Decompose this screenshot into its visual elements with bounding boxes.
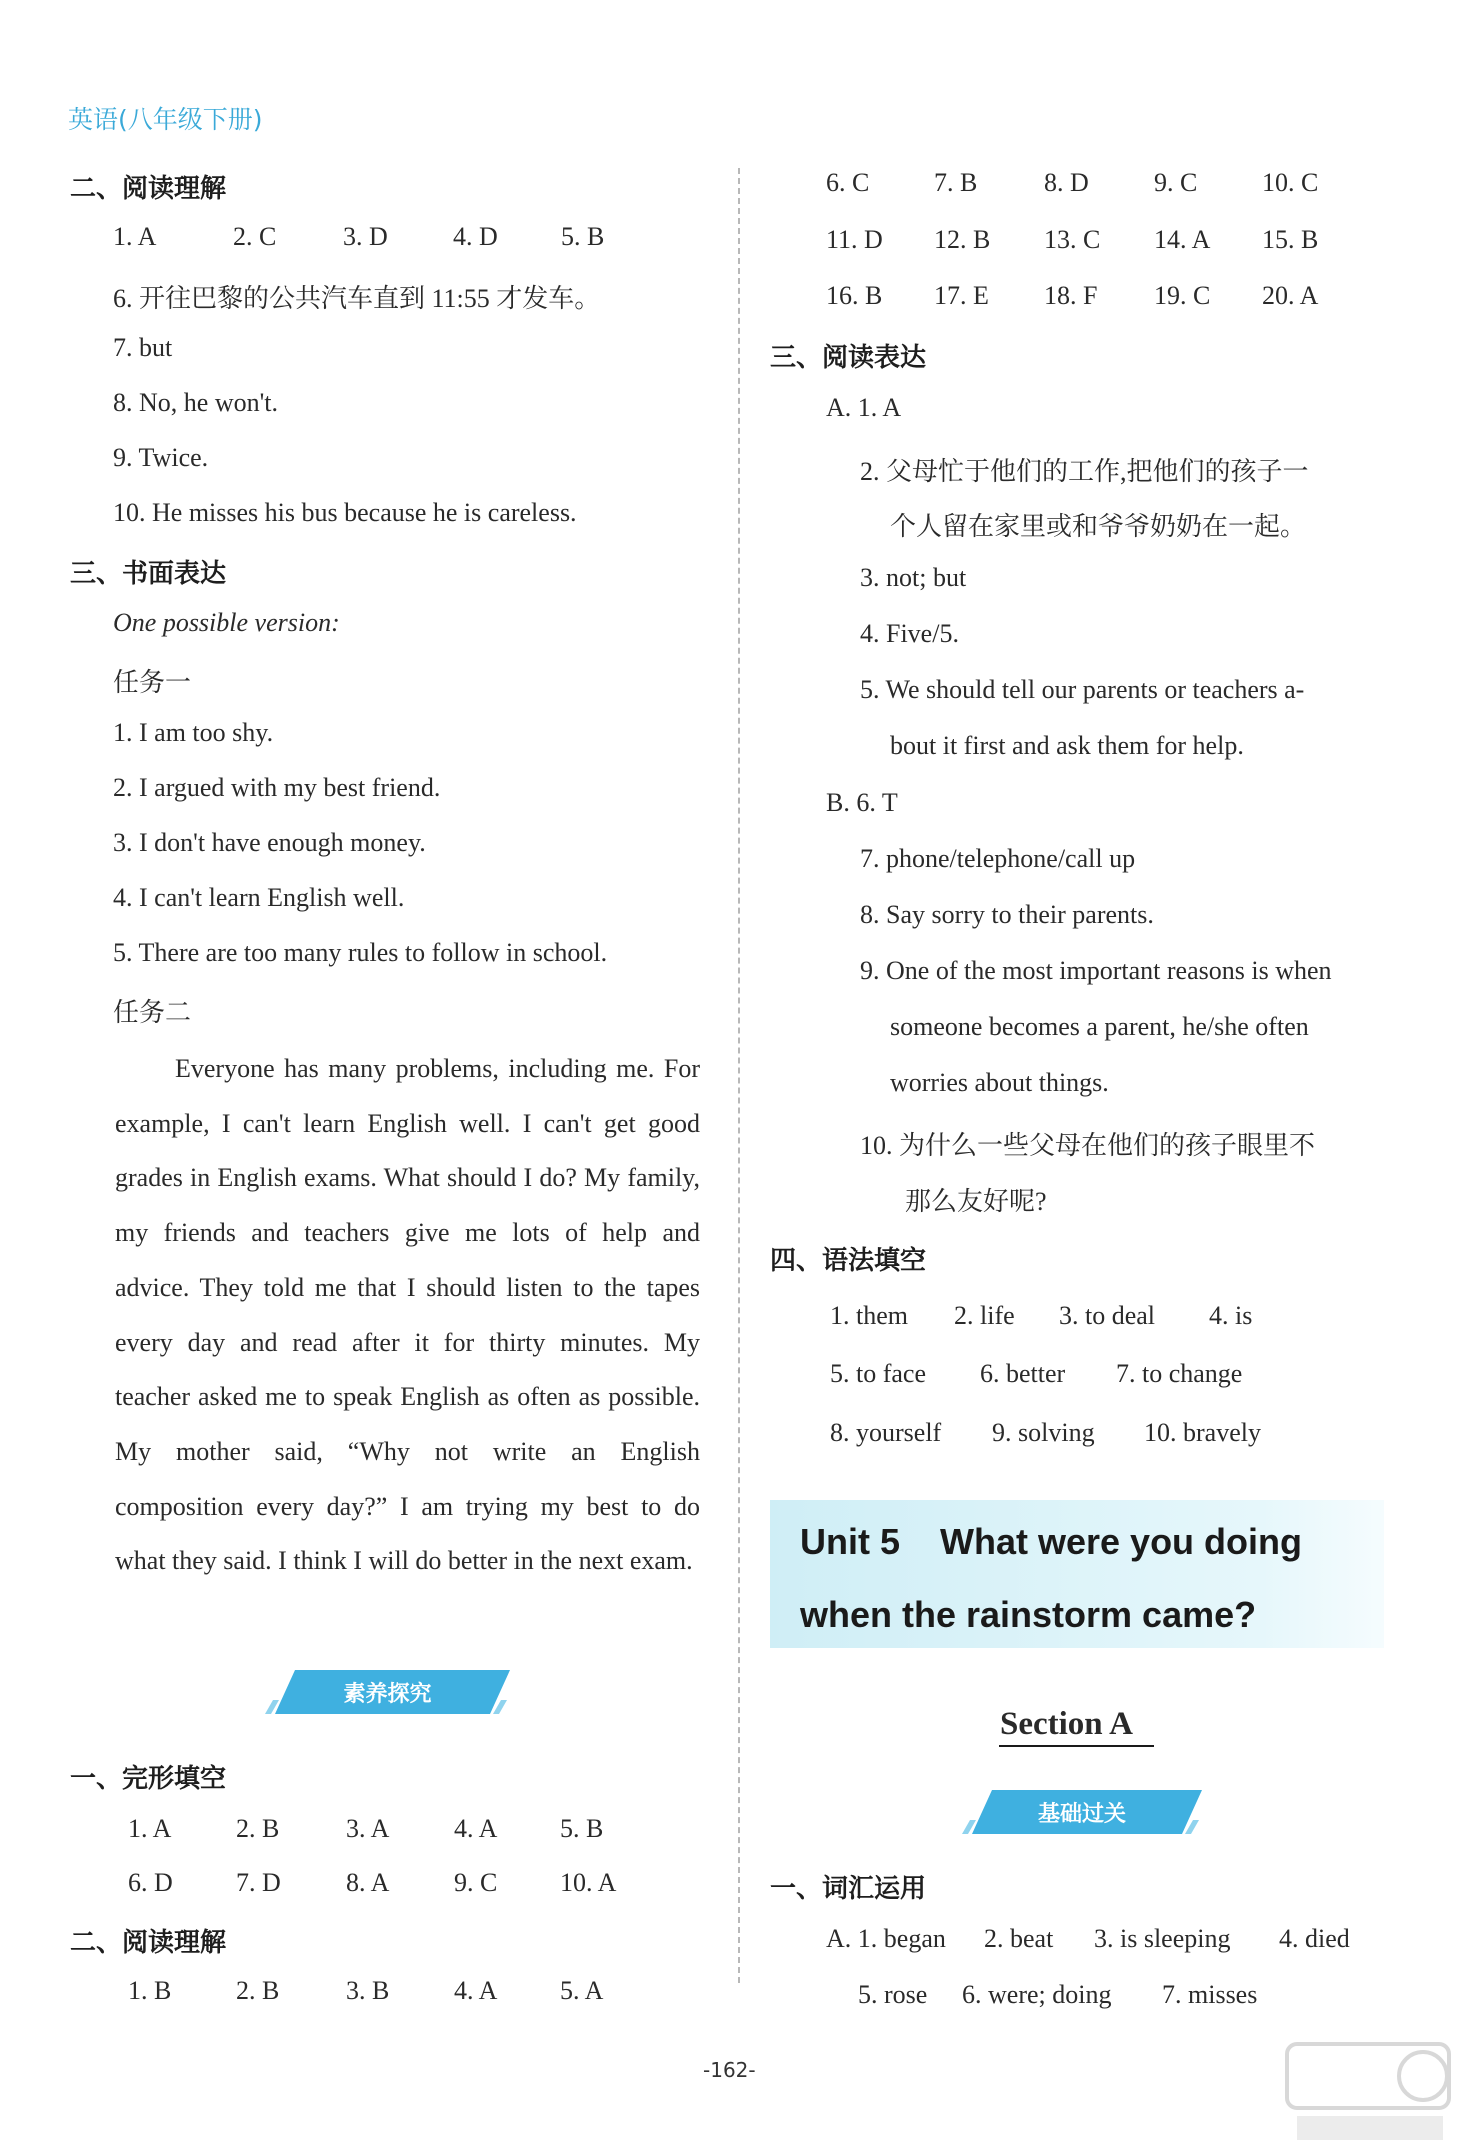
answer-item: 3. A bbox=[346, 1814, 390, 1843]
watermark-logo bbox=[1283, 2030, 1453, 2148]
answer-item: 3. is sleeping bbox=[1094, 1924, 1231, 1953]
task-one-label: 任务一 bbox=[113, 668, 192, 697]
answer-item: 3. B bbox=[346, 1976, 390, 2005]
answer-item: 15. B bbox=[1262, 225, 1319, 254]
book-header: 英语(八年级下册) bbox=[68, 105, 263, 134]
answer-line: 7. phone/telephone/call up bbox=[860, 844, 1136, 873]
answer-item: 6. C bbox=[826, 168, 870, 197]
answer-item: 1. A bbox=[128, 1814, 172, 1843]
answer-item: 5. A bbox=[560, 1976, 604, 2005]
task-item: 4. I can't learn English well. bbox=[113, 883, 405, 912]
answer-row bbox=[830, 1418, 1261, 1448]
answer-line: 10. He misses his bus because he is careless. bbox=[113, 498, 577, 527]
answer-item: 3. to deal bbox=[1059, 1301, 1156, 1330]
answer-item: 4. died bbox=[1279, 1924, 1350, 1953]
answer-item: 13. C bbox=[1044, 225, 1101, 254]
task-item: 1. I am too shy. bbox=[113, 718, 274, 747]
answer-item: 7. B bbox=[934, 168, 978, 197]
answer-row bbox=[128, 1976, 603, 2006]
section-banner bbox=[265, 1670, 510, 1714]
answer-line: someone becomes a parent, he/she often bbox=[890, 1012, 1309, 1041]
answer-row bbox=[826, 1924, 1350, 1954]
answer-line: 9. One of the most important reasons is when bbox=[860, 956, 1332, 985]
answer-item: 1. A bbox=[113, 222, 157, 251]
answer-row bbox=[128, 1868, 616, 1898]
answer-item: 5. to face bbox=[830, 1359, 927, 1388]
answer-line: 个人留在家里或和爷爷奶奶在一起。 bbox=[890, 512, 1307, 541]
answer-row bbox=[826, 168, 1318, 198]
answer-item: 16. B bbox=[826, 281, 883, 310]
answer-item: 7. misses bbox=[1162, 1980, 1258, 2009]
answer-item: 7. to change bbox=[1116, 1359, 1243, 1388]
task-item: 3. I don't have enough money. bbox=[113, 828, 426, 857]
answer-line: B. 6. T bbox=[826, 788, 898, 817]
section-title-reading-expression: 三、阅读表达 bbox=[770, 343, 927, 373]
answer-line: 8. No, he won't. bbox=[113, 388, 279, 417]
banner-label: 素养探究 bbox=[343, 1682, 432, 1707]
section-title-reading-2: 二、阅读理解 bbox=[70, 1928, 227, 1958]
answer-line: 8. Say sorry to their parents. bbox=[860, 900, 1154, 929]
answer-item: 18. F bbox=[1044, 281, 1098, 310]
answer-item: 4. is bbox=[1209, 1301, 1253, 1330]
answer-item: 12. B bbox=[934, 225, 991, 254]
unit-title-line-2: when the rainstorm came? bbox=[800, 1594, 1257, 1635]
answer-row bbox=[826, 281, 1318, 311]
answer-item: 2. B bbox=[236, 1976, 280, 2005]
section-a-underline bbox=[999, 1745, 1154, 1747]
answer-row bbox=[113, 222, 604, 252]
answer-item: 10. A bbox=[560, 1868, 617, 1897]
answer-item: A. 1. began bbox=[826, 1924, 946, 1953]
answer-item: 5. B bbox=[561, 222, 605, 251]
task-item: 5. There are too many rules to follow in school. bbox=[113, 938, 608, 967]
answer-item: 14. A bbox=[1154, 225, 1211, 254]
answer-line: 那么友好呢? bbox=[905, 1187, 1047, 1216]
answer-item: 9. C bbox=[454, 1868, 498, 1897]
answer-item: 7. D bbox=[236, 1868, 281, 1897]
answer-row bbox=[830, 1359, 1242, 1389]
task-two-label: 任务二 bbox=[113, 998, 192, 1027]
section-a-title: Section A bbox=[1000, 1706, 1133, 1742]
answer-item: 4. A bbox=[454, 1814, 498, 1843]
column-divider bbox=[738, 168, 740, 1983]
answer-item: 1. them bbox=[830, 1301, 908, 1330]
answer-item: 2. B bbox=[236, 1814, 280, 1843]
answer-item: 9. C bbox=[1154, 168, 1198, 197]
answer-line: A. 1. A bbox=[826, 393, 902, 422]
unit-title-text: Unit 5 What were you doing bbox=[800, 1521, 1303, 1562]
unit-title-line-1 bbox=[800, 1521, 1302, 1563]
answer-item: 11. D bbox=[826, 225, 883, 254]
answer-item: 6. better bbox=[980, 1359, 1066, 1388]
version-label: One possible version: bbox=[113, 608, 340, 637]
answer-item: 6. D bbox=[128, 1868, 173, 1897]
answer-row bbox=[128, 1814, 603, 1844]
answer-line: 2. 父母忙于他们的工作,把他们的孩子一 bbox=[860, 457, 1309, 486]
answer-line: bout it first and ask them for help. bbox=[890, 731, 1244, 760]
answer-item: 8. A bbox=[346, 1868, 390, 1897]
section-title-grammar: 四、语法填空 bbox=[770, 1246, 927, 1276]
answer-item: 17. E bbox=[934, 281, 989, 310]
answer-row bbox=[858, 1980, 1257, 2010]
section-title-reading-1: 二、阅读理解 bbox=[70, 174, 227, 204]
answer-line: 5. We should tell our parents or teachers a- bbox=[860, 675, 1305, 704]
section-title-cloze: 一、完形填空 bbox=[70, 1764, 227, 1794]
answer-row bbox=[830, 1301, 1252, 1331]
answer-item: 1. B bbox=[128, 1976, 172, 2005]
answer-item: 4. A bbox=[454, 1976, 498, 2005]
task-item: 2. I argued with my best friend. bbox=[113, 773, 441, 802]
answer-item: 5. B bbox=[560, 1814, 604, 1843]
answer-line: 4. Five/5. bbox=[860, 619, 959, 648]
answer-item: 10. bravely bbox=[1144, 1418, 1261, 1447]
answer-line: 9. Twice. bbox=[113, 443, 209, 472]
answer-item: 3. D bbox=[343, 222, 388, 251]
answer-item: 2. C bbox=[233, 222, 277, 251]
answer-item: 4. D bbox=[453, 222, 498, 251]
answer-line: worries about things. bbox=[890, 1068, 1109, 1097]
section-title-writing: 三、书面表达 bbox=[70, 559, 227, 589]
answer-item: 5. rose bbox=[858, 1980, 928, 2009]
answer-item: 20. A bbox=[1262, 281, 1319, 310]
answer-line: 7. but bbox=[113, 333, 173, 362]
section-title-vocabulary: 一、词汇运用 bbox=[770, 1874, 927, 1904]
answer-item: 8. yourself bbox=[830, 1418, 942, 1447]
section-banner bbox=[962, 1790, 1202, 1834]
answer-item: 6. were; doing bbox=[962, 1980, 1112, 2009]
page-number: -162- bbox=[703, 2058, 756, 2082]
banner-label: 基础过关 bbox=[1037, 1802, 1126, 1827]
answer-line: 6. 开往巴黎的公共汽车直到 11:55 才发车。 bbox=[113, 284, 601, 313]
essay-paragraph: Everyone has many problems, including me. For example, I can't learn English well. I can't get good grades in English exams. What should I do? My family, my friends and teachers give me lots of help and advice. They told me that I should listen to the tapes every day and read after it for thirty minutes. My teacher asked me to speak English as often as possible. My mother said, “Why not write an English composition every day?” I am trying my best to do what they said. I think I will do better in the next exam. bbox=[115, 1054, 700, 1576]
answer-item: 19. C bbox=[1154, 281, 1211, 310]
answer-row bbox=[826, 225, 1318, 255]
answer-item: 8. D bbox=[1044, 168, 1089, 197]
answer-item: 2. beat bbox=[984, 1924, 1054, 1953]
answer-item: 9. solving bbox=[992, 1418, 1095, 1447]
answer-item: 2. life bbox=[954, 1301, 1015, 1330]
answer-item: 10. C bbox=[1262, 168, 1319, 197]
answer-line: 3. not; but bbox=[860, 563, 967, 592]
answer-line: 10. 为什么一些父母在他们的孩子眼里不 bbox=[860, 1131, 1316, 1160]
